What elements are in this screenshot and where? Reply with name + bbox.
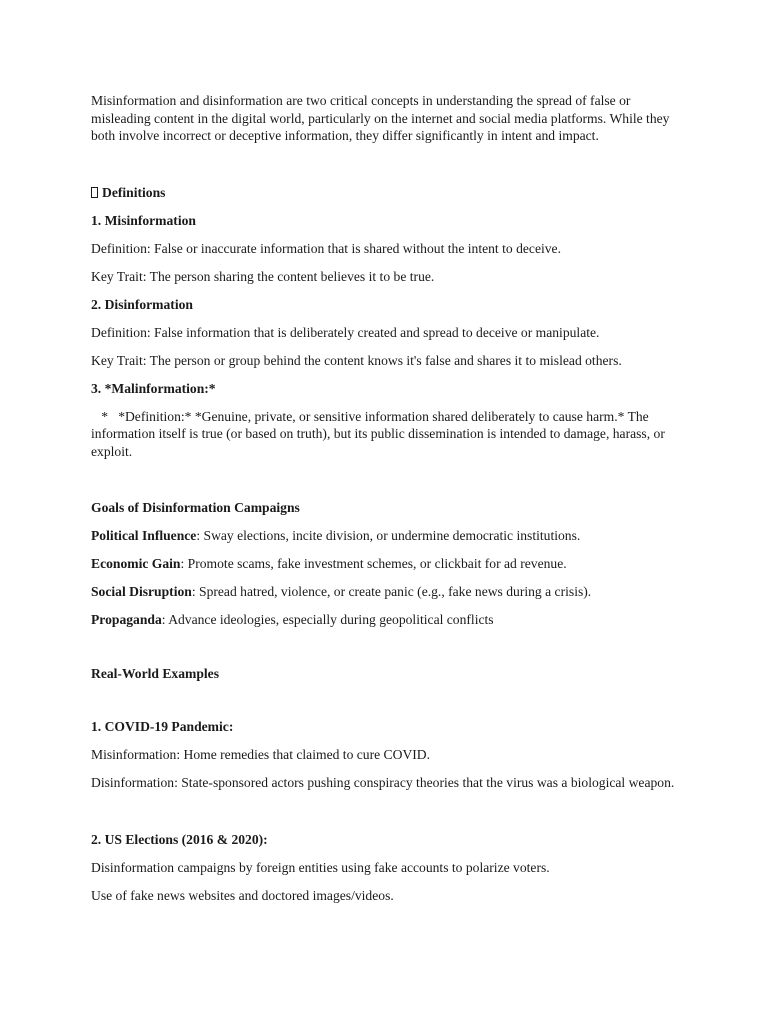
goal-term: Political Influence bbox=[91, 528, 197, 543]
disinformation-trait: Key Trait: The person or group behind the content knows it's false and shares it to mislead others. bbox=[91, 352, 622, 368]
definitions-heading bbox=[91, 184, 691, 202]
goal-item bbox=[91, 583, 691, 601]
goal-text: : Promote scams, fake investment schemes, or clickbait for ad revenue. bbox=[180, 556, 567, 571]
covid-misinformation: Misinformation: Home remedies that claimed to cure COVID. bbox=[91, 747, 431, 762]
goals-heading: Goals of Disinformation Campaigns bbox=[91, 500, 300, 515]
goal-term: Social Disruption bbox=[91, 584, 192, 599]
goal-item bbox=[91, 611, 691, 629]
goal-text: : Spread hatred, violence, or create panic (e.g., fake news during a crisis). bbox=[191, 584, 592, 599]
goal-term: Propaganda bbox=[91, 612, 162, 627]
elections-line-2: Use of fake news websites and doctored images/videos. bbox=[91, 887, 394, 903]
intro-paragraph: Misinformation and disinformation are two critical concepts in understanding the spread of false or misleading content in the digital world, particularly on the internet and social media platforms. While they both involve incorrect or deceptive information, they differ significantly in intent and impact. bbox=[91, 93, 670, 143]
definitions-heading-text: Definitions bbox=[102, 184, 166, 200]
goal-item bbox=[91, 527, 691, 545]
covid-title: 1. COVID-19 Pandemic: bbox=[91, 719, 234, 734]
misinformation-definition: Definition: False or inaccurate information that is shared without the intent to deceive. bbox=[91, 240, 561, 256]
malinformation-body: * *Definition:* *Genuine, private, or sensitive information shared deliberately to cause harm.* The information itself is true (or based on truth), but its public dissemination is intended to damage, harass, or exploit. bbox=[91, 408, 669, 459]
covid-disinformation: Disinformation: State-sponsored actors pushing conspiracy theories that the virus was a biological weapon. bbox=[91, 775, 675, 790]
goal-text: : Advance ideologies, especially during geopolitical conflicts bbox=[161, 612, 494, 627]
document-body bbox=[91, 92, 691, 915]
disinformation-title: 2. Disinformation bbox=[91, 296, 193, 312]
misinformation-trait: Key Trait: The person sharing the content believes it to be true. bbox=[91, 268, 435, 284]
disinformation-definition: Definition: False information that is deliberately created and spread to deceive or manipulate. bbox=[91, 324, 600, 340]
examples-heading: Real-World Examples bbox=[91, 665, 220, 681]
goal-term: Economic Gain bbox=[91, 556, 181, 571]
goal-text: : Sway elections, incite division, or undermine democratic institutions. bbox=[196, 528, 581, 543]
missing-glyph-icon bbox=[91, 187, 98, 198]
elections-title: 2. US Elections (2016 & 2020): bbox=[91, 831, 268, 847]
misinformation-title: 1. Misinformation bbox=[91, 212, 196, 228]
goal-item bbox=[91, 555, 691, 573]
malinformation-title: 3. *Malinformation:* bbox=[91, 380, 216, 396]
elections-line-1: Disinformation campaigns by foreign entities using fake accounts to polarize voters. bbox=[91, 859, 550, 875]
